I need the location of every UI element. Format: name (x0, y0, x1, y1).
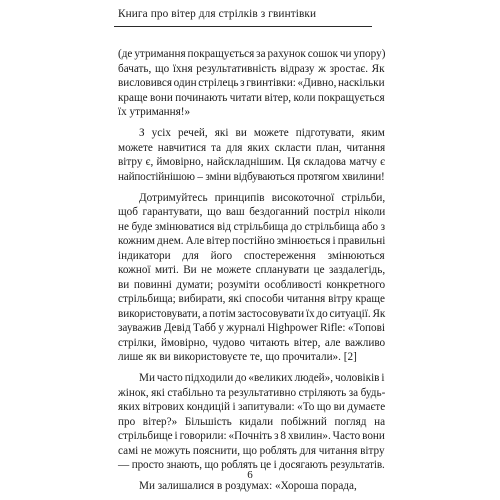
paragraph (118, 191, 385, 365)
text-line: стрільбища; вибирати, які способи читання вітру краще (118, 293, 385, 306)
text-line: вітру є, ймовірно, найскладнішим. Ця складова матчу є (118, 156, 385, 169)
body-text (118, 47, 385, 494)
paragraph (118, 126, 385, 184)
text-line: найпостійнішою – зміни відбуваються протягом хвилини! (118, 170, 385, 183)
paragraph (118, 479, 385, 494)
text-line: їх утримання!» (118, 106, 191, 118)
page-number: 6 (247, 469, 253, 481)
text-line: використовувати, а потім застосовувати їх до ситуації. Як (118, 307, 386, 320)
text-line: індикатори для його спостереження змінюються (118, 249, 385, 262)
paragraph (118, 47, 385, 120)
text-line: (де утримання покращується за рахунок сошок чи упору) (118, 48, 386, 60)
text-line: краще вони починають читати вітер, коли покращується (118, 91, 385, 104)
text-line: не буде змінюватися від стрільбища до стрільбища або з (118, 220, 386, 233)
text-line: Ми часто підходили до «великих людей», чоловіків і (139, 372, 385, 385)
text-line: щоб гарантувати, що ваш бездоганний постріл ніколи (118, 206, 386, 219)
text-line: лише як ви використовуєте те, що прочитали». [2] (118, 351, 357, 364)
text-line: кожної миті. Ви не можете спланувати це заздалегідь, (118, 264, 386, 277)
text-line: стрільбище і говорили: «Почніть з 8 хвилин». Часто вони (118, 430, 385, 443)
text-line: Ми залишалися в роздумах: «Хороша порада, (139, 480, 357, 493)
text-line: — просто знають, що роблять це і досягають результатів. (118, 459, 385, 472)
running-head-title: Книга про вітер для стрілків з гвинтівки (118, 8, 317, 20)
text-line: висловився один стрілець з гвинтівки: «Дивно, наскільки (118, 77, 385, 89)
text-line: зауважив Девід Табб у журналі Highpower Rifle: «Топові (118, 322, 386, 335)
text-line: З усіх речей, які ви можете підготувати, яким (139, 127, 385, 140)
paragraph (118, 371, 385, 473)
text-line: яких вітрових кондицій і запитували: «То що ви думаєте (118, 401, 386, 414)
text-line: самі не можуть пояснити, що роблять для читання вітру (118, 444, 385, 457)
text-line: стрілки, ймовірно, чудово читають вітер, але важливо (118, 336, 386, 349)
text-line: про вітер?» Більшість кидали побіжний погляд на (118, 415, 386, 428)
text-line: Дотримуйтесь принципів високоточної стрільби, (139, 191, 386, 204)
text-line: бачать, що їхня результативність відразу ж зростає. Як (118, 62, 385, 75)
text-line: можете навчитися та для яких скласти план, читання (118, 141, 386, 154)
header-rule (114, 26, 372, 27)
text-line: ви повинні думати; розуміти особливості конкретного (118, 278, 386, 291)
text-line: кожним днем. Але вітер постійно змінюється і правильні (118, 235, 386, 248)
text-line: жінок, які стабільно та результативно стріляють за будь- (118, 386, 386, 399)
